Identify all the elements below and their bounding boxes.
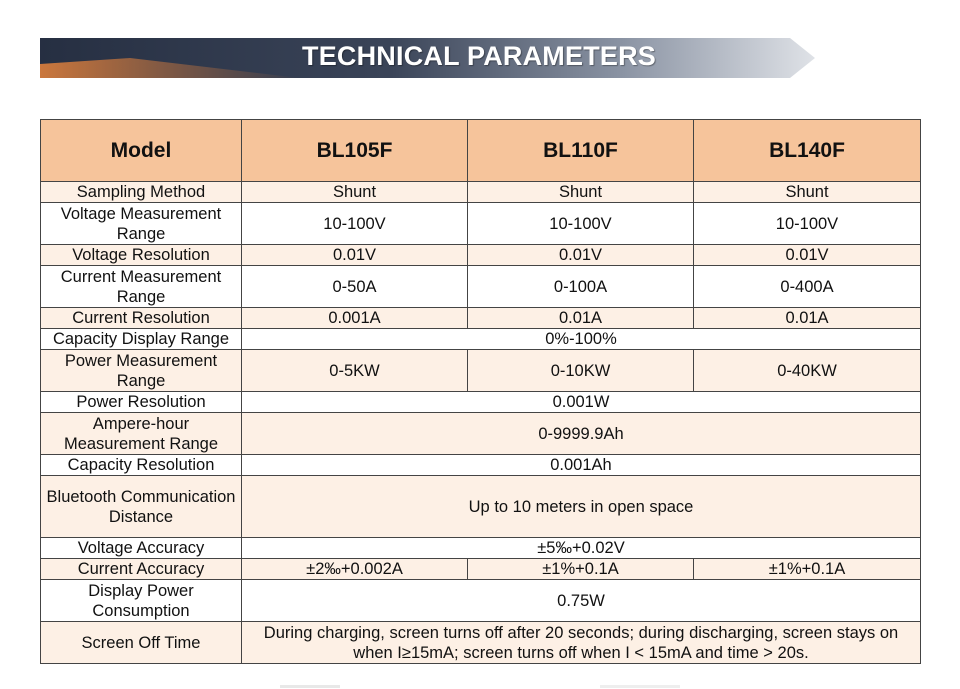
row-label: Ampere-hour Measurement Range <box>41 413 242 455</box>
bottom-decor <box>0 679 960 689</box>
cell-value-merged: ±5‰+0.02V <box>242 538 921 559</box>
row-label: Display Power Consumption <box>41 580 242 622</box>
row-label: Current Measurement Range <box>41 266 242 308</box>
table-row <box>41 622 921 664</box>
table-row <box>41 413 921 455</box>
row-label: Current Accuracy <box>41 559 242 580</box>
cell-value: 0-5KW <box>242 350 468 392</box>
row-label: Capacity Display Range <box>41 329 242 350</box>
table-row <box>41 245 921 266</box>
cell-value: 10-100V <box>242 203 468 245</box>
table-row <box>41 455 921 476</box>
cell-value: 0.001A <box>242 308 468 329</box>
table-row <box>41 580 921 622</box>
technical-parameters-table <box>40 119 921 664</box>
table-row <box>41 203 921 245</box>
column-header-bl105f: BL105F <box>242 120 468 182</box>
cell-value: 0-400A <box>694 266 921 308</box>
cell-value-merged: 0.001W <box>242 392 921 413</box>
cell-value: 0-100A <box>468 266 694 308</box>
table-row <box>41 476 921 538</box>
page-title: TECHNICAL PARAMETERS <box>302 41 657 71</box>
cell-value: 0-40KW <box>694 350 921 392</box>
row-label: Current Resolution <box>41 308 242 329</box>
table-row <box>41 559 921 580</box>
cell-value: ±1%+0.1A <box>694 559 921 580</box>
row-label: Screen Off Time <box>41 622 242 664</box>
cell-value: 0.01V <box>242 245 468 266</box>
row-label: Capacity Resolution <box>41 455 242 476</box>
column-header-model: Model <box>41 120 242 182</box>
cell-value: 0-50A <box>242 266 468 308</box>
table-row <box>41 538 921 559</box>
table-header-row <box>41 120 921 182</box>
table-row <box>41 308 921 329</box>
cell-value-merged: During charging, screen turns off after 20 seconds; during discharging, screen stays on when I≥15mA; screen turns off when I < 15mA and time > 20s. <box>242 622 921 664</box>
cell-value: 0-10KW <box>468 350 694 392</box>
row-label: Power Measurement Range <box>41 350 242 392</box>
cell-value: Shunt <box>694 182 921 203</box>
row-label: Voltage Measurement Range <box>41 203 242 245</box>
row-label: Bluetooth Communication Distance <box>41 476 242 538</box>
column-header-bl140f: BL140F <box>694 120 921 182</box>
table-row <box>41 329 921 350</box>
table-row <box>41 350 921 392</box>
cell-value: 10-100V <box>694 203 921 245</box>
row-label: Power Resolution <box>41 392 242 413</box>
cell-value: Shunt <box>468 182 694 203</box>
cell-value: 0.01V <box>468 245 694 266</box>
row-label: Voltage Accuracy <box>41 538 242 559</box>
table-row <box>41 182 921 203</box>
cell-value: 0.01A <box>694 308 921 329</box>
cell-value: 0.01A <box>468 308 694 329</box>
cell-value: 0.01V <box>694 245 921 266</box>
cell-value-merged: 0.75W <box>242 580 921 622</box>
cell-value: ±1%+0.1A <box>468 559 694 580</box>
table-row <box>41 266 921 308</box>
cell-value-merged: 0.001Ah <box>242 455 921 476</box>
row-label: Voltage Resolution <box>41 245 242 266</box>
cell-value-merged: Up to 10 meters in open space <box>242 476 921 538</box>
table-row <box>41 392 921 413</box>
row-label: Sampling Method <box>41 182 242 203</box>
column-header-bl110f: BL110F <box>468 120 694 182</box>
cell-value: 10-100V <box>468 203 694 245</box>
cell-value: ±2‰+0.002A <box>242 559 468 580</box>
cell-value-merged: 0%-100% <box>242 329 921 350</box>
cell-value-merged: 0-9999.9Ah <box>242 413 921 455</box>
cell-value: Shunt <box>242 182 468 203</box>
section-banner <box>40 38 815 78</box>
